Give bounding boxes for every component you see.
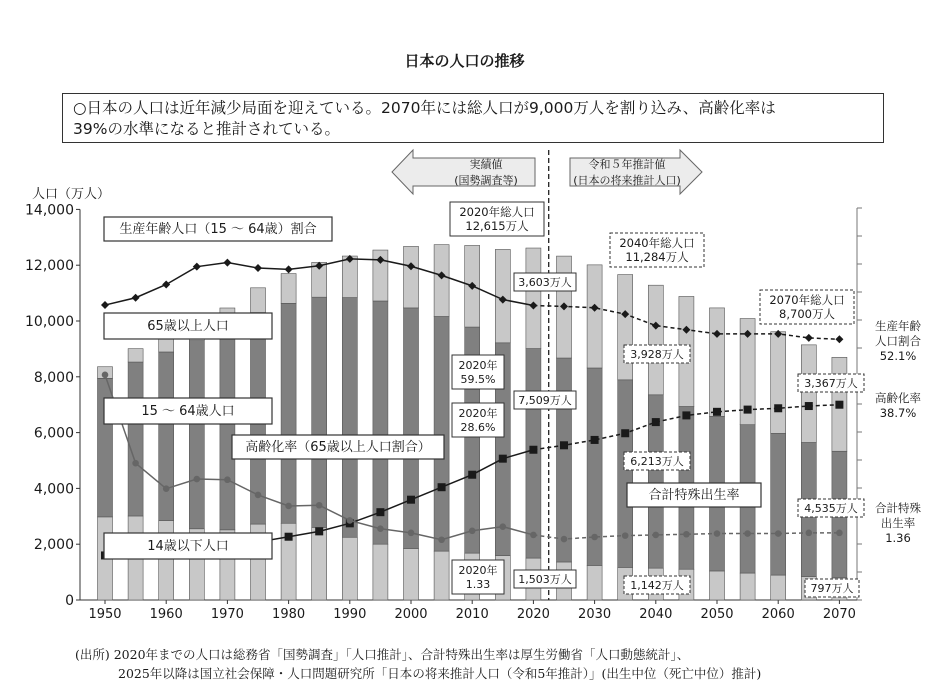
fertility-label-text: 合計特殊出生率 (648, 488, 740, 503)
x-tick-label: 1950 (88, 607, 122, 622)
fertility-rate-point (194, 476, 201, 483)
v1564-2040-callout-text: 6,213万人 (630, 455, 684, 468)
y-tick-label: 12,000 (25, 258, 74, 275)
bar-age15-64 (557, 358, 572, 562)
bar-age65plus (587, 265, 602, 368)
fertility-rate-point (836, 530, 843, 537)
x-tick-label: 1970 (210, 607, 244, 622)
actual-arrow (392, 150, 535, 194)
ratio-2020-callout-text: 2020年 (458, 359, 498, 372)
x-tick-label: 2050 (700, 607, 734, 622)
fertility-rate-point (683, 531, 690, 538)
bar-age15-64 (281, 303, 296, 523)
x-tick-label: 1960 (149, 607, 183, 622)
total-2040-callout-text: 2040年総人口 (619, 236, 695, 250)
aging-rate-point (835, 401, 843, 409)
working-age-ratio-point (132, 294, 140, 302)
working-age-ratio-point (162, 280, 170, 288)
x-tick-label: 2070 (822, 607, 856, 622)
v65-2020-callout-text: 3,603万人 (518, 276, 572, 289)
v65-2040-callout-text: 3,928万人 (630, 348, 684, 361)
projection-arrow (570, 150, 702, 194)
source-line-2: 2025年以降は国立社会保障・人口問題研究所「日本の将来推計人口（令和5年推計）」(出生中位（死亡中位）推計) (118, 666, 762, 681)
fertility-rate-point (102, 372, 109, 379)
bar-age65plus (771, 332, 786, 434)
v1564-2020-callout-text: 7,509万人 (518, 394, 572, 407)
aging-rate-point (560, 441, 568, 449)
x-tick-label: 2010 (455, 607, 489, 622)
aging-rate-point (621, 429, 629, 437)
y-tick-label: 0 (65, 593, 74, 609)
v014-2020-callout-text: 1,503万人 (518, 573, 572, 586)
aging-rate-point (285, 533, 293, 541)
right-label-fertility: 出生率 (880, 516, 916, 530)
fertility-rate-point (408, 530, 415, 537)
aging-rate-point (774, 404, 782, 412)
aging-rate-point (591, 436, 599, 444)
x-tick-label: 2030 (578, 607, 612, 622)
total-2070-callout-text: 8,700万人 (779, 307, 835, 321)
bar-age65plus (251, 288, 266, 313)
v1564-2070-callout-text: 4,535万人 (804, 502, 858, 515)
working-age-ratio-point (254, 264, 262, 272)
v014-2040-callout-text: 1,142万人 (630, 579, 684, 592)
y-tick-label: 10,000 (25, 314, 74, 330)
fertility-rate-point (591, 534, 598, 541)
aging-rate-point (407, 496, 415, 504)
bar-age65plus (801, 345, 816, 443)
fertility-rate-point (224, 476, 231, 483)
v014-2070-callout-text: 797万人 (810, 582, 854, 595)
x-tick-label: 2060 (761, 607, 795, 622)
bar-age65plus (526, 248, 541, 349)
working-age-ratio-point (835, 335, 843, 343)
bar-age0-14 (771, 575, 786, 600)
chart-title: 日本の人口の推移 (404, 52, 525, 70)
bar-age0-14 (587, 565, 602, 600)
right-label-working-age: 生産年齢 (875, 319, 921, 333)
actual-label: 実績値 (469, 158, 503, 171)
x-tick-label: 1990 (333, 607, 367, 622)
bar-age0-14 (404, 548, 419, 600)
total-2020-callout-text: 2020年総人口 (459, 205, 535, 219)
y-tick-label: 4,000 (33, 481, 74, 498)
aging-rate-point (652, 418, 660, 426)
bar-age0-14 (342, 537, 357, 600)
aging-rate-point (682, 411, 690, 419)
working-age-ratio-point (285, 265, 293, 273)
summary-line-2: 39%の水準になると推計されている。 (73, 120, 340, 138)
fertility-rate-point (806, 530, 813, 537)
bar-age65plus (281, 274, 296, 304)
fertility-rate-point (132, 460, 139, 467)
right-label-working-age: 人口割合 (875, 334, 921, 348)
fertility-rate-point (377, 525, 384, 532)
x-tick-label: 2000 (394, 607, 428, 622)
aging-rate-point (376, 508, 384, 516)
ratio-2020-callout-text: 59.5% (460, 373, 496, 386)
fertility-rate-point (163, 485, 170, 492)
right-label-aging: 高齢化率 (875, 391, 921, 405)
aging-rate-point (744, 406, 752, 414)
bar-age15-64 (159, 352, 174, 521)
bar-age15-64 (404, 308, 419, 549)
aging-rate-point (438, 483, 446, 491)
bar-age15-64 (373, 301, 388, 544)
x-tick-label: 2020 (516, 607, 550, 622)
total-2070-callout-text: 2070年総人口 (769, 293, 845, 307)
aging-rate-point (529, 446, 537, 454)
bar-age0-14 (312, 527, 327, 600)
summary-line-1: ○日本の人口は近年減少局面を迎えている。2070年には総人口が9,000万人を割り込み、高齢化率は (73, 99, 776, 117)
fertility-2020-callout-text: 2020年 (458, 564, 498, 577)
aging-rate-point (468, 471, 476, 479)
right-label-fertility: 1.36 (885, 531, 911, 545)
aging-rate-point (805, 402, 813, 410)
working-age-ratio-point (223, 259, 231, 267)
age65plus-label-text: 65歳以上人口 (147, 319, 229, 334)
fertility-rate-point (530, 532, 537, 539)
bar-age15-64 (220, 329, 235, 530)
fertility-rate-point (744, 530, 751, 537)
aging-rate-point (713, 408, 721, 416)
bar-age0-14 (710, 571, 725, 600)
v65-2070-callout-text: 3,367万人 (804, 377, 858, 390)
projection-label: 令和５年推計値 (588, 158, 666, 171)
bar-age0-14 (373, 544, 388, 600)
y-tick-label: 14,000 (25, 202, 74, 219)
x-tick-label: 1980 (272, 607, 306, 622)
bar-age65plus (710, 308, 725, 416)
aging-rate-point (315, 527, 323, 535)
fertility-rate-point (316, 502, 323, 509)
bar-age65plus (434, 245, 449, 317)
projection-sublabel: (日本の将来推計人口) (573, 174, 681, 187)
aging-2020-callout-text: 2020年 (458, 407, 498, 420)
bar-age15-64 (312, 297, 327, 527)
bar-age15-64 (189, 341, 204, 529)
fertility-rate-point (255, 492, 262, 499)
total-2040-callout-text: 11,284万人 (625, 250, 689, 264)
bar-age15-64 (771, 433, 786, 575)
y-tick-label: 2,000 (33, 537, 74, 554)
fertility-rate-point (500, 523, 507, 530)
fertility-rate-point (622, 532, 629, 539)
bar-age0-14 (434, 551, 449, 600)
age0-14-label-text: 14歳以下人口 (147, 539, 229, 554)
y-axis-title: 人口（万人） (32, 187, 111, 202)
working-age-ratio-point (805, 334, 813, 342)
y-tick-label: 8,000 (33, 369, 74, 386)
fertility-rate-point (561, 536, 568, 543)
fertility-rate-point (653, 532, 660, 539)
bar-age65plus (404, 246, 419, 307)
x-tick-label: 2040 (639, 607, 673, 622)
bar-age15-64 (342, 298, 357, 538)
bar-age65plus (128, 349, 143, 362)
bar-age15-64 (128, 362, 143, 516)
total-2020-callout-text: 12,615万人 (465, 219, 529, 233)
right-label-aging: 38.7% (879, 406, 917, 420)
actual-sublabel: (国勢調査等) (454, 174, 518, 187)
working-age-ratio-point (101, 301, 109, 309)
fertility-rate-point (347, 517, 354, 524)
fertility-rate-point (714, 530, 721, 537)
bar-age15-64 (618, 380, 633, 568)
aging-rate-label-text: 高齢化率（65歳以上人口割合） (245, 440, 431, 455)
fertility-rate-point (775, 530, 782, 537)
working-age-ratio-label-text: 生産年齢人口（15 ～ 64歳）割合 (119, 222, 317, 237)
bar-age65plus (618, 275, 633, 380)
right-label-working-age: 52.1% (879, 349, 917, 363)
fertility-rate-point (285, 503, 292, 510)
bar-age15-64 (434, 317, 449, 552)
aging-rate-point (499, 455, 507, 463)
age15-64-label-text: 15 ～ 64歳人口 (141, 404, 235, 419)
source-note (75, 645, 761, 683)
fertility-2020-callout-text: 1.33 (465, 578, 491, 591)
source-line-1: (出所) 2020年までの人口は総務省「国勢調査」「人口推計」、合計特殊出生率は厚生労働省「人口動態統計」、 (75, 647, 690, 662)
right-label-fertility: 合計特殊 (875, 501, 921, 515)
working-age-ratio-point (193, 263, 201, 271)
fertility-rate-point (469, 527, 476, 534)
fertility-rate-point (438, 536, 445, 543)
y-tick-label: 6,000 (33, 425, 74, 442)
bar-age65plus (648, 285, 663, 395)
aging-2020-callout-text: 28.6% (460, 421, 496, 434)
bar-age0-14 (740, 573, 755, 600)
